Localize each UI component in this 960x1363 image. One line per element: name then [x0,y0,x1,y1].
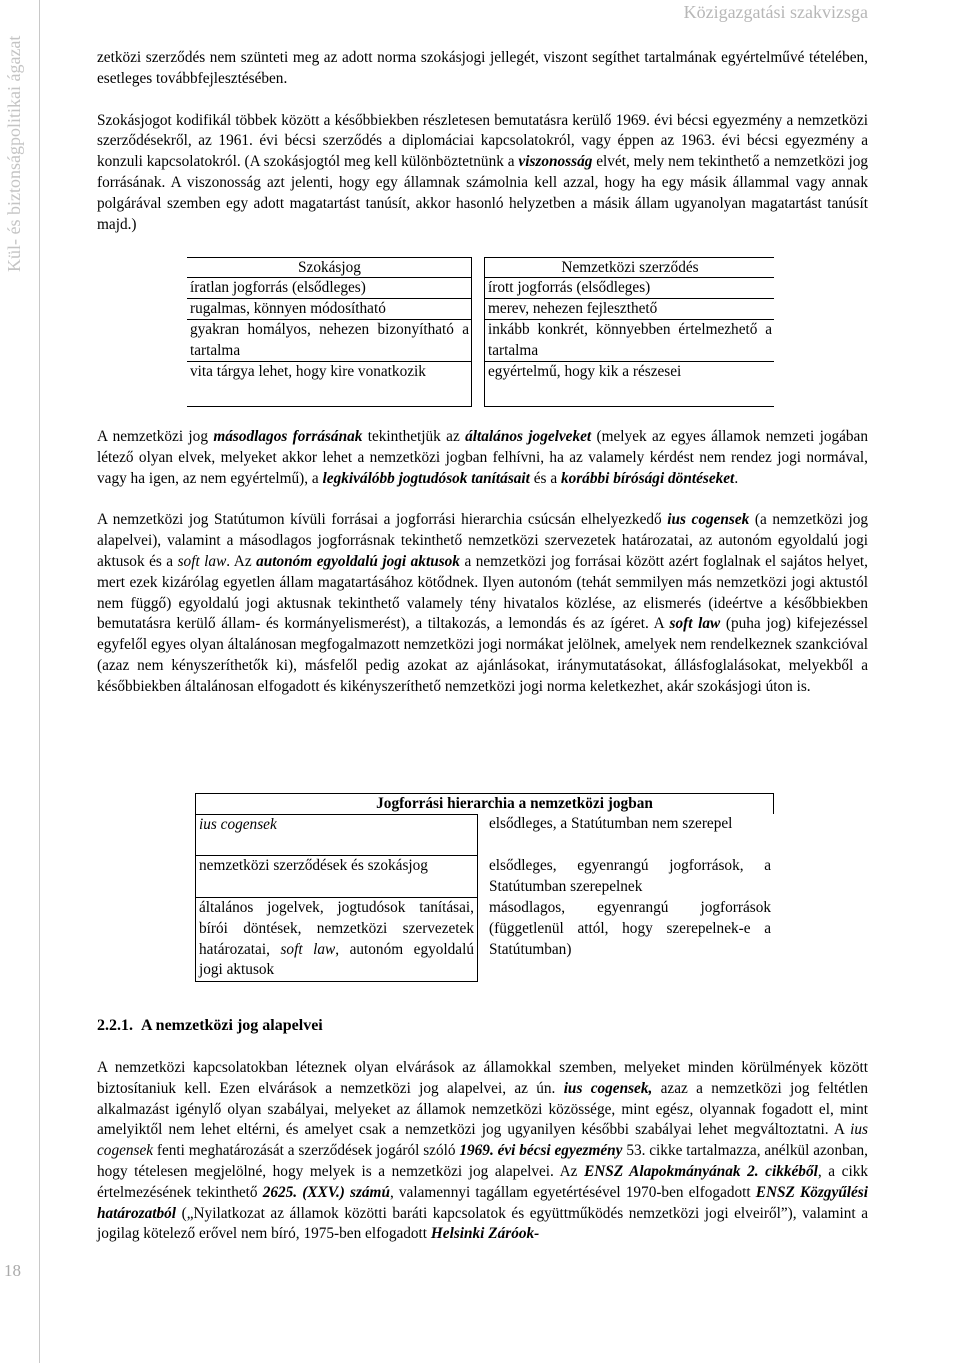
table-cell: általános jogelvek, jogtudósok tanításai, bírói döntések, nemzetközi szervezetek határozatai, soft law, autonóm egyoldalú jogi aktusok [195,898,478,982]
paragraph: A nemzetközi jog Statútumon kívüli forrásai a jogforrási hierarchia csúcsán elhelyezkedő ius cogensek (a nemzetközi jog alapelvei), valamint a másodlagos jogforrásnak tekinthető nemzetközi szervezetek határozatai, az autonóm egyoldalú jogi aktusok és a soft law. Az autonóm egyoldalú jogi aktusok a nemzetközi jog forrásai között azért foglalnak el sajátos helyet, mert ezek kizárólag egyetlen állam magatartásához kötődnek. Ilyen autonóm (tehát semmilyen más nemzetközi jogi aktustól nem függő) egyoldalú jogi aktusnak tekinthető valamely tény hivatalos közlése, az elismerés (ideértve a későbbiekben bemutatásra kerülő állam- és kormányelismerést), a tiltakozás, a lemondás és az ígéret. A soft law (puha jog) kifejezéssel egyfelől egyes olyan általánosan megfogalmazott nemzetközi jogi normákat jelölnek, amelyek nem rendelkeznek szankcióval (azaz nem kényszeríthetők ki), másfelől pedig azokat az ajánlásokat, iránymutatásokat, állásfoglalásokat, melyekből a későbbiekben általánosan elfogadott és kikényszeríthető nemzetközi jogi norma keletkezhet, akár szokásjogi úton is. [97,511,869,695]
table-header: Szokásjog [187,257,472,278]
section-heading: 2.2.1. A nemzetközi jog alapelvei [97,1017,323,1034]
document-header: Közigazgatási szakvizsga [683,2,868,22]
table-cell: rugalmas, könnyen módosítható [187,299,472,320]
treaty-column [484,257,774,407]
table-row [195,898,774,982]
table-cell: elsődleges, a Statútumban nem szerepel [489,815,733,832]
custom-law-column [187,257,472,407]
table-row [195,856,774,898]
sidebar-section-label [4,35,32,300]
paragraph: A nemzetközi jog másodlagos forrásának tekinthetjük az általános jogelveket (melyek az egyes államok nemzeti jogában létező olyan elvek, melyeket akkor lehet a nemzetközi jogban felhívni, ha az valamely kérdést nem rendez jogi normával, vagy ha igen, az nem egyértelmű), a legkiválóbb jogtudósok tanításait és a korábbi bírósági döntéseket. [97,428,868,487]
table-cell: vita tárgya lehet, hogy kire vonatkozik [187,362,472,407]
table-row [195,814,774,856]
paragraph: Szokásjogot kodifikál többek között a későbbiekben részletesen bemutatásra kerülő 1969. évi bécsi egyezmény a nemzetközi szerződésekről, az 1961. évi bécsi szerződés a diplomáciai kapcsolatokról, vagy éppen az 1963. évi bécsi egyezmény a konzuli kapcsolatokról. (A szokásjogtól meg kell különböztetnünk a viszonosság elvét, mely nem tekinthető a nemzetközi jog forrásának. A viszonosság azt jelenti, hogy egy államnak számolnia kell azzal, hogy ha egy másik állammal vagy annak polgárával szemben egy adott magatartást tanúsít, akkor hasonló helyzetben a másik állam ugyanolyan magatartást tanúsít majd.) [97,111,868,233]
table-cell: ius cogensek [195,814,478,856]
paragraph: A nemzetközi kapcsolatokban léteznek olyan elvárások az államokkal szemben, melyeket minden körülmények között biztosítaniuk kell. Ezen elvárások a nemzetközi jog alapelvei, az ún. ius cogensek, azaz a nemzetközi jog feltétlen alkalmazást igénylő olyan szabályai, melyeket az államok nemzetközi közössége, mint egész, olyannak fogadott el, mint amelyiktől nem lehet eltérni, és amelyet csak a nemzetközi jog ugyanilyen későbbi szabályai lehet megváltoztatni. A ius cogensek fenti meghatározását a szerződések jogáról szóló 1969. évi bécsi egyezmény 53. cikke tartalmazza, anélkül azonban, hogy tételesen megjelölné, hogy melyek is a nemzetközi jog alapelvei. Az ENSZ Alapokmányának 2. cikkéből, a cikk értelmezésének tekinthető 2625. (XXV.) számú, valamennyi tagállam egyetértésével 1970-ben elfogadott ENSZ Közgyűlési határozatból („Nyilatkozat az államok közötti baráti kapcsolatok és együttműködés nemzetközi jogi elveiről”), valamint a jogilag kötelező erővel nem bíró, 1975-ben elfogadott Helsinki Záróok- [97,1059,869,1243]
table-cell: íratlan jogforrás (elsődleges) [187,278,472,299]
table-cell: inkább konkrét, könnyebben értelmezhető a tartalma [484,320,774,362]
table-title: Jogforrási hierarchia a nemzetközi jogban [195,793,774,814]
table-cell: merev, nehezen fejleszthető [484,299,774,320]
page-number: 18 [4,1261,21,1280]
table-cell: elsődleges, egyenrangú jogforrások, a Statútumban szerepelnek [489,857,771,895]
table-cell: gyakran homályos, nehezen bizonyítható a tartalma [187,320,472,362]
sidebar-divider [39,0,40,1363]
body-text-middle [97,427,868,698]
body-text-top [97,48,868,235]
table-cell: másodlagos, egyenrangú jogforrások (függetlenül attól, hogy szerepelnek-e a Statútumban) [489,899,771,958]
sidebar-label-text: Kül- és biztonságpolitikai ágazat [4,35,24,272]
table-cell: egyértelmű, hogy kik a részesei [484,362,774,407]
table-cell: nemzetközi szerződések és szokásjog [195,856,478,898]
body-text-bottom [97,1058,868,1245]
comparison-table [187,257,774,407]
table-header: Nemzetközi szerződés [484,257,774,278]
paragraph: zetközi szerződés nem szünteti meg az adott norma szokásjogi jellegét, viszont segíthet tartalmának egyértelművé tételében, esetleges továbbfejlesztésében. [97,49,868,87]
table-cell: írott jogforrás (elsődleges) [484,278,774,299]
